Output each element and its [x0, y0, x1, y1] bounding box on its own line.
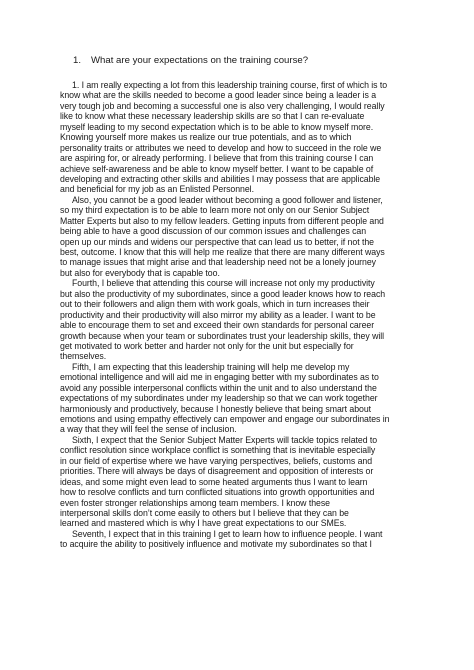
text-line: even foster stronger relationships among team members. I know these	[60, 497, 330, 508]
text-line: and beneficial for my job as an Enlisted Personnel.	[60, 184, 254, 195]
text-line: so my third expectation is to be able to learn more not only on our Senior Subject	[60, 205, 370, 216]
question-heading	[73, 55, 308, 67]
text-line: conflict resolution since workplace conflict is something that is inevitable especially	[60, 445, 376, 456]
text-line: to manage issues that might arise and that leadership need not be a lonely journey	[60, 257, 376, 268]
text-line: Fourth, I believe that attending this course will increase not only my productivity	[72, 278, 375, 289]
text-line: open up our minds and widens our perspective that can lead us to better, if not the	[60, 236, 374, 247]
text-line: 1. I am really expecting a lot from this leadership training course, first of which is to	[72, 80, 388, 90]
text-line: Knowing yourself more makes us realize our true potentials, and as to which	[60, 132, 352, 143]
text-line: to acquire the ability to positively influence and motivate my subordinates so that I	[60, 539, 372, 550]
text-line: emotional intelligence and will aid me in engaging better with my subordinates as to	[60, 372, 379, 383]
text-line: themselves.	[60, 351, 107, 362]
text-line: emotions and using empathy effectively can empower and engage our subordinates in	[60, 414, 390, 424]
text-line: Sixth, I expect that the Senior Subject Matter Experts will tackle topics related to	[72, 434, 378, 445]
text-line: know what are the skills needed to become a good leader since being a leader is a	[60, 90, 377, 101]
text-line: Matter Experts but also to my fellow leaders. Getting inputs from different people and	[60, 215, 384, 226]
question-text: What are your expectations on the training course?	[91, 55, 309, 66]
text-line: learned and mastered which is why I have great expectations to our SMEs.	[60, 518, 347, 529]
text-line: harmoniously and productively, because I honestly believe that being smart about	[60, 403, 372, 414]
question-number: 1.	[73, 55, 82, 66]
text-line: out to their followers and align them with work goals, which in turn increases their	[60, 299, 370, 310]
answer-body	[60, 80, 432, 550]
text-line: are aspiring for, or already performing. I believe that from this training course I can	[60, 153, 374, 164]
text-line: best, outcome. I know that this will help me realize that there are many different ways	[60, 247, 385, 257]
text-line: avoid any possible interpersonal conflicts within the unit and to also understand the	[60, 382, 377, 393]
text-line: ideas, and some might even lead to some heated arguments thus I want to learn	[60, 476, 368, 487]
text-line: developing and extracting other skills and abilities I may possess that are applicable	[60, 173, 381, 184]
text-line: how to resolve conflicts and turn conflicted situations into growth opportunities and	[60, 487, 375, 498]
text-line: Fifth, I am expecting that this leadership training will help me develop my	[72, 361, 350, 372]
text-line: personality traits or attributes we need to develop and how to succeed in the role we	[60, 142, 382, 153]
text-line: Also, you cannot be a good leader without becoming a good follower and listener,	[72, 194, 383, 205]
text-line: able to encourage them to set and exceed their own standards for personal career	[60, 320, 375, 331]
text-line: very tough job and becoming a successful one is also very challenging, I would really	[60, 100, 385, 111]
text-line: productivity and their productivity will also mirror my ability as a leader. I want to be	[60, 309, 376, 320]
text-line: but also for everybody that is capable too.	[60, 267, 220, 278]
text-line: a way that they will feel the sense of inclusion.	[60, 424, 237, 435]
text-line: expectations of my subordinates under my leadership so that we can work together	[60, 393, 378, 404]
text-line: in our field of expertise where we have varying perspectives, beliefs, customs and	[60, 455, 373, 466]
text-line: achieve self-awareness and be able to know myself better. I want to be capable of	[60, 163, 374, 174]
text-line: but also the productivity of my subordinates, since a good leader knows how to reach	[60, 288, 386, 299]
text-line: myself leading to my second expectation which is to be able to know myself more.	[60, 121, 374, 132]
text-line: interpersonal skills don’t come easily to others but I believe that they can be	[60, 507, 349, 518]
text-line: priorities. There will always be days of disagreement and opposition of interests or	[60, 466, 374, 477]
text-line: Seventh, I expect that in this training I get to learn how to influence people. I want	[72, 528, 383, 539]
text-line: like to know what these necessary leadership skills are so that I can re-evaluate	[60, 111, 365, 122]
text-line: being able to have a good discussion of our common issues and challenges can	[60, 226, 367, 237]
text-line: get motivated to work better and harder not only for the unit but especially for	[60, 340, 354, 351]
text-line: growth because when your team or subordinates trust your leadership skills, they will	[60, 330, 385, 341]
